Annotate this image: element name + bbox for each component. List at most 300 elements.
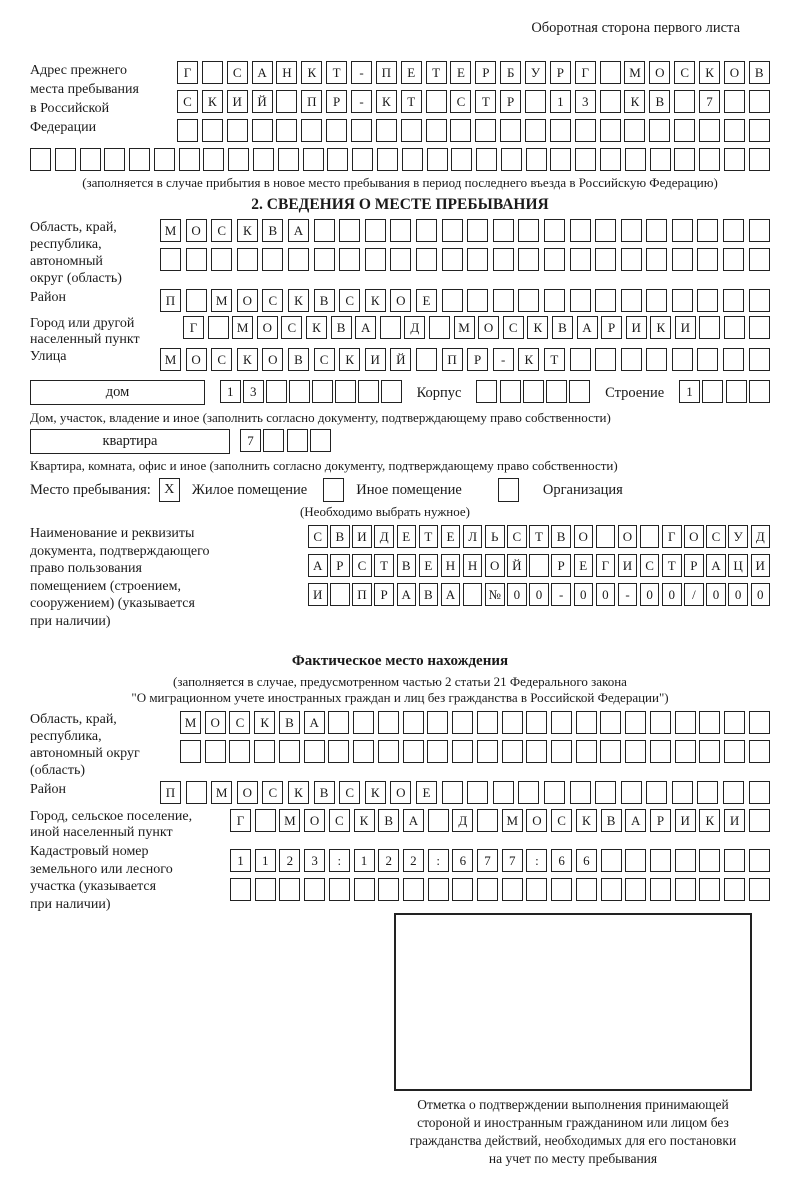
char-cell[interactable]: О: [304, 809, 325, 832]
char-cell[interactable]: [672, 248, 693, 271]
char-cell[interactable]: [675, 740, 696, 763]
char-cell[interactable]: 1: [354, 849, 375, 872]
char-cell[interactable]: [576, 711, 597, 734]
char-cell[interactable]: С: [281, 316, 302, 339]
char-cell[interactable]: О: [262, 348, 283, 371]
char-cell[interactable]: 0: [728, 583, 748, 606]
char-cell[interactable]: [749, 119, 770, 142]
char-cell[interactable]: [442, 781, 463, 804]
char-cell[interactable]: В: [601, 809, 622, 832]
char-cell[interactable]: 0: [507, 583, 527, 606]
char-cell[interactable]: [278, 148, 299, 171]
char-cell[interactable]: С: [339, 781, 360, 804]
char-cell[interactable]: [129, 148, 150, 171]
stay-residential-checkbox[interactable]: X: [159, 478, 180, 502]
char-cell[interactable]: [354, 878, 375, 901]
char-cell[interactable]: [279, 878, 300, 901]
char-cell[interactable]: С: [551, 809, 572, 832]
char-cell[interactable]: Р: [467, 348, 488, 371]
char-cell[interactable]: К: [518, 348, 539, 371]
char-cell[interactable]: [452, 878, 473, 901]
char-cell[interactable]: [646, 348, 667, 371]
char-cell[interactable]: [723, 348, 744, 371]
char-cell[interactable]: С: [262, 781, 283, 804]
char-cell[interactable]: [702, 380, 723, 403]
char-cell[interactable]: А: [577, 316, 598, 339]
char-cell[interactable]: [477, 711, 498, 734]
char-cell[interactable]: [227, 119, 248, 142]
char-cell[interactable]: [723, 248, 744, 271]
char-cell[interactable]: [104, 148, 125, 171]
char-cell[interactable]: [255, 809, 276, 832]
char-cell[interactable]: -: [551, 583, 571, 606]
char-cell[interactable]: [288, 248, 309, 271]
char-cell[interactable]: [749, 90, 770, 113]
char-cell[interactable]: [595, 219, 616, 242]
char-cell[interactable]: [570, 781, 591, 804]
char-cell[interactable]: [525, 90, 546, 113]
char-cell[interactable]: [377, 148, 398, 171]
char-cell[interactable]: [724, 90, 745, 113]
char-cell[interactable]: [518, 219, 539, 242]
char-cell[interactable]: -: [351, 90, 372, 113]
char-cell[interactable]: [749, 809, 770, 832]
char-cell[interactable]: [314, 219, 335, 242]
char-cell[interactable]: [749, 740, 770, 763]
char-cell[interactable]: К: [576, 809, 597, 832]
char-cell[interactable]: 6: [452, 849, 473, 872]
char-cell[interactable]: [476, 380, 497, 403]
char-cell[interactable]: М: [211, 781, 232, 804]
char-cell[interactable]: [378, 740, 399, 763]
char-cell[interactable]: У: [728, 525, 748, 548]
char-cell[interactable]: И: [365, 348, 386, 371]
char-cell[interactable]: М: [454, 316, 475, 339]
char-cell[interactable]: [544, 289, 565, 312]
char-cell[interactable]: [351, 119, 372, 142]
char-cell[interactable]: [550, 119, 571, 142]
char-cell[interactable]: [625, 740, 646, 763]
char-cell[interactable]: [526, 711, 547, 734]
char-cell[interactable]: [601, 878, 622, 901]
char-cell[interactable]: [570, 248, 591, 271]
char-cell[interactable]: Р: [601, 316, 622, 339]
char-cell[interactable]: Р: [475, 61, 496, 84]
char-cell[interactable]: Г: [596, 554, 616, 577]
char-cell[interactable]: [327, 148, 348, 171]
char-cell[interactable]: [502, 711, 523, 734]
char-cell[interactable]: К: [650, 316, 671, 339]
char-cell[interactable]: В: [330, 525, 350, 548]
stay-organization-checkbox[interactable]: [498, 478, 519, 502]
char-cell[interactable]: [749, 316, 770, 339]
char-cell[interactable]: В: [551, 525, 571, 548]
char-cell[interactable]: [429, 316, 450, 339]
char-cell[interactable]: Т: [529, 525, 549, 548]
char-cell[interactable]: [674, 148, 695, 171]
char-cell[interactable]: С: [308, 525, 328, 548]
char-cell[interactable]: 0: [596, 583, 616, 606]
char-cell[interactable]: [276, 90, 297, 113]
char-cell[interactable]: 1: [550, 90, 571, 113]
char-cell[interactable]: [650, 711, 671, 734]
char-cell[interactable]: К: [254, 711, 275, 734]
char-cell[interactable]: К: [306, 316, 327, 339]
char-cell[interactable]: [624, 119, 645, 142]
house-type-box[interactable]: дом: [30, 380, 205, 405]
char-cell[interactable]: К: [365, 781, 386, 804]
char-cell[interactable]: [186, 248, 207, 271]
char-cell[interactable]: М: [180, 711, 201, 734]
char-cell[interactable]: [493, 781, 514, 804]
char-cell[interactable]: М: [160, 348, 181, 371]
char-cell[interactable]: [160, 248, 181, 271]
char-cell[interactable]: [518, 248, 539, 271]
char-cell[interactable]: [203, 148, 224, 171]
char-cell[interactable]: 2: [279, 849, 300, 872]
char-cell[interactable]: [452, 711, 473, 734]
char-cell[interactable]: [402, 148, 423, 171]
char-cell[interactable]: [502, 740, 523, 763]
char-cell[interactable]: [390, 219, 411, 242]
char-cell[interactable]: В: [552, 316, 573, 339]
char-cell[interactable]: К: [288, 781, 309, 804]
char-cell[interactable]: С: [503, 316, 524, 339]
char-cell[interactable]: [467, 289, 488, 312]
char-cell[interactable]: А: [706, 554, 726, 577]
char-cell[interactable]: [621, 348, 642, 371]
char-cell[interactable]: [263, 429, 284, 452]
char-cell[interactable]: [646, 289, 667, 312]
char-cell[interactable]: [621, 289, 642, 312]
char-cell[interactable]: [646, 781, 667, 804]
char-cell[interactable]: [403, 711, 424, 734]
char-cell[interactable]: [699, 849, 720, 872]
char-cell[interactable]: [477, 740, 498, 763]
char-cell[interactable]: В: [288, 348, 309, 371]
char-cell[interactable]: [335, 380, 356, 403]
char-cell[interactable]: В: [331, 316, 352, 339]
char-cell[interactable]: [500, 119, 521, 142]
char-cell[interactable]: [625, 849, 646, 872]
char-cell[interactable]: К: [527, 316, 548, 339]
char-cell[interactable]: [724, 119, 745, 142]
char-cell[interactable]: [180, 740, 201, 763]
char-cell[interactable]: [428, 878, 449, 901]
char-cell[interactable]: 7: [477, 849, 498, 872]
char-cell[interactable]: [724, 148, 745, 171]
char-cell[interactable]: [380, 316, 401, 339]
char-cell[interactable]: И: [227, 90, 248, 113]
char-cell[interactable]: [477, 878, 498, 901]
char-cell[interactable]: [326, 119, 347, 142]
char-cell[interactable]: [674, 90, 695, 113]
char-cell[interactable]: Г: [662, 525, 682, 548]
char-cell[interactable]: [403, 878, 424, 901]
char-cell[interactable]: Д: [374, 525, 394, 548]
char-cell[interactable]: О: [478, 316, 499, 339]
char-cell[interactable]: Л: [463, 525, 483, 548]
char-cell[interactable]: Ц: [728, 554, 748, 577]
char-cell[interactable]: [451, 148, 472, 171]
char-cell[interactable]: [570, 348, 591, 371]
char-cell[interactable]: [328, 740, 349, 763]
char-cell[interactable]: 0: [706, 583, 726, 606]
char-cell[interactable]: В: [397, 554, 417, 577]
char-cell[interactable]: [390, 248, 411, 271]
char-cell[interactable]: 3: [304, 849, 325, 872]
apartment-type-box[interactable]: квартира: [30, 429, 230, 454]
char-cell[interactable]: 0: [529, 583, 549, 606]
char-cell[interactable]: Т: [662, 554, 682, 577]
char-cell[interactable]: 1: [679, 380, 700, 403]
char-cell[interactable]: [378, 878, 399, 901]
char-cell[interactable]: Е: [416, 289, 437, 312]
char-cell[interactable]: С: [314, 348, 335, 371]
char-cell[interactable]: Д: [751, 525, 771, 548]
char-cell[interactable]: [699, 316, 720, 339]
char-cell[interactable]: Т: [426, 61, 447, 84]
char-cell[interactable]: М: [624, 61, 645, 84]
char-cell[interactable]: [672, 219, 693, 242]
char-cell[interactable]: [202, 61, 223, 84]
char-cell[interactable]: [237, 248, 258, 271]
char-cell[interactable]: О: [574, 525, 594, 548]
char-cell[interactable]: М: [502, 809, 523, 832]
char-cell[interactable]: В: [279, 711, 300, 734]
char-cell[interactable]: [378, 711, 399, 734]
char-cell[interactable]: Е: [441, 525, 461, 548]
char-cell[interactable]: [600, 90, 621, 113]
char-cell[interactable]: [551, 878, 572, 901]
char-cell[interactable]: А: [308, 554, 328, 577]
char-cell[interactable]: С: [450, 90, 471, 113]
char-cell[interactable]: [304, 740, 325, 763]
char-cell[interactable]: [601, 849, 622, 872]
char-cell[interactable]: [177, 119, 198, 142]
char-cell[interactable]: [699, 119, 720, 142]
char-cell[interactable]: [289, 380, 310, 403]
char-cell[interactable]: Т: [326, 61, 347, 84]
char-cell[interactable]: Д: [452, 809, 473, 832]
char-cell[interactable]: П: [352, 583, 372, 606]
char-cell[interactable]: [749, 878, 770, 901]
char-cell[interactable]: [724, 711, 745, 734]
char-cell[interactable]: [749, 348, 770, 371]
char-cell[interactable]: [452, 740, 473, 763]
char-cell[interactable]: [477, 809, 498, 832]
char-cell[interactable]: [699, 740, 720, 763]
char-cell[interactable]: П: [376, 61, 397, 84]
char-cell[interactable]: [427, 711, 448, 734]
char-cell[interactable]: [724, 740, 745, 763]
char-cell[interactable]: [401, 119, 422, 142]
char-cell[interactable]: [749, 849, 770, 872]
char-cell[interactable]: В: [649, 90, 670, 113]
char-cell[interactable]: У: [525, 61, 546, 84]
char-cell[interactable]: [544, 781, 565, 804]
char-cell[interactable]: К: [339, 348, 360, 371]
char-cell[interactable]: [699, 878, 720, 901]
char-cell[interactable]: Ь: [485, 525, 505, 548]
char-cell[interactable]: [699, 148, 720, 171]
char-cell[interactable]: /: [684, 583, 704, 606]
char-cell[interactable]: [211, 248, 232, 271]
char-cell[interactable]: С: [211, 219, 232, 242]
char-cell[interactable]: 6: [576, 849, 597, 872]
char-cell[interactable]: [353, 740, 374, 763]
char-cell[interactable]: [328, 711, 349, 734]
char-cell[interactable]: В: [314, 289, 335, 312]
char-cell[interactable]: [493, 248, 514, 271]
char-cell[interactable]: [493, 289, 514, 312]
char-cell[interactable]: Е: [416, 781, 437, 804]
char-cell[interactable]: О: [390, 289, 411, 312]
char-cell[interactable]: 0: [574, 583, 594, 606]
char-cell[interactable]: К: [699, 61, 720, 84]
char-cell[interactable]: Е: [419, 554, 439, 577]
char-cell[interactable]: -: [493, 348, 514, 371]
char-cell[interactable]: [523, 380, 544, 403]
char-cell[interactable]: [476, 148, 497, 171]
char-cell[interactable]: [576, 740, 597, 763]
char-cell[interactable]: [650, 878, 671, 901]
char-cell[interactable]: [463, 583, 483, 606]
char-cell[interactable]: [442, 219, 463, 242]
char-cell[interactable]: Г: [230, 809, 251, 832]
char-cell[interactable]: [749, 248, 770, 271]
char-cell[interactable]: :: [428, 849, 449, 872]
char-cell[interactable]: [625, 711, 646, 734]
char-cell[interactable]: Р: [684, 554, 704, 577]
char-cell[interactable]: А: [397, 583, 417, 606]
char-cell[interactable]: К: [365, 289, 386, 312]
char-cell[interactable]: [301, 119, 322, 142]
char-cell[interactable]: [330, 583, 350, 606]
char-cell[interactable]: [672, 781, 693, 804]
char-cell[interactable]: [625, 878, 646, 901]
char-cell[interactable]: [230, 878, 251, 901]
char-cell[interactable]: О: [257, 316, 278, 339]
char-cell[interactable]: [551, 711, 572, 734]
char-cell[interactable]: [595, 248, 616, 271]
char-cell[interactable]: [314, 248, 335, 271]
char-cell[interactable]: [416, 248, 437, 271]
char-cell[interactable]: [416, 348, 437, 371]
char-cell[interactable]: [416, 219, 437, 242]
char-cell[interactable]: [697, 289, 718, 312]
char-cell[interactable]: [179, 148, 200, 171]
char-cell[interactable]: [625, 148, 646, 171]
char-cell[interactable]: 7: [240, 429, 261, 452]
char-cell[interactable]: А: [625, 809, 646, 832]
char-cell[interactable]: [697, 348, 718, 371]
char-cell[interactable]: [529, 554, 549, 577]
char-cell[interactable]: [467, 248, 488, 271]
char-cell[interactable]: [596, 525, 616, 548]
char-cell[interactable]: [724, 849, 745, 872]
char-cell[interactable]: В: [749, 61, 770, 84]
char-cell[interactable]: [475, 119, 496, 142]
char-cell[interactable]: [674, 119, 695, 142]
char-cell[interactable]: О: [724, 61, 745, 84]
char-cell[interactable]: [252, 119, 273, 142]
char-cell[interactable]: :: [526, 849, 547, 872]
char-cell[interactable]: Г: [575, 61, 596, 84]
char-cell[interactable]: 6: [551, 849, 572, 872]
char-cell[interactable]: [726, 380, 747, 403]
char-cell[interactable]: О: [684, 525, 704, 548]
char-cell[interactable]: [569, 380, 590, 403]
char-cell[interactable]: [526, 148, 547, 171]
char-cell[interactable]: Т: [544, 348, 565, 371]
char-cell[interactable]: И: [308, 583, 328, 606]
char-cell[interactable]: О: [485, 554, 505, 577]
char-cell[interactable]: В: [378, 809, 399, 832]
char-cell[interactable]: [650, 740, 671, 763]
char-cell[interactable]: [576, 878, 597, 901]
char-cell[interactable]: [621, 781, 642, 804]
char-cell[interactable]: [255, 878, 276, 901]
char-cell[interactable]: [154, 148, 175, 171]
char-cell[interactable]: [697, 219, 718, 242]
char-cell[interactable]: [723, 289, 744, 312]
char-cell[interactable]: Т: [419, 525, 439, 548]
char-cell[interactable]: [697, 248, 718, 271]
char-cell[interactable]: 0: [751, 583, 771, 606]
char-cell[interactable]: Р: [650, 809, 671, 832]
char-cell[interactable]: [80, 148, 101, 171]
char-cell[interactable]: [675, 711, 696, 734]
char-cell[interactable]: [427, 148, 448, 171]
char-cell[interactable]: [646, 248, 667, 271]
char-cell[interactable]: [526, 740, 547, 763]
char-cell[interactable]: И: [675, 809, 696, 832]
char-cell[interactable]: [353, 711, 374, 734]
char-cell[interactable]: К: [237, 219, 258, 242]
char-cell[interactable]: И: [626, 316, 647, 339]
char-cell[interactable]: О: [205, 711, 226, 734]
char-cell[interactable]: Й: [507, 554, 527, 577]
char-cell[interactable]: [450, 119, 471, 142]
char-cell[interactable]: [253, 148, 274, 171]
char-cell[interactable]: [699, 711, 720, 734]
char-cell[interactable]: [570, 219, 591, 242]
char-cell[interactable]: 3: [243, 380, 264, 403]
char-cell[interactable]: [287, 429, 308, 452]
char-cell[interactable]: Й: [252, 90, 273, 113]
char-cell[interactable]: С: [640, 554, 660, 577]
char-cell[interactable]: С: [352, 554, 372, 577]
char-cell[interactable]: К: [354, 809, 375, 832]
char-cell[interactable]: [303, 148, 324, 171]
char-cell[interactable]: -: [351, 61, 372, 84]
char-cell[interactable]: П: [160, 781, 181, 804]
char-cell[interactable]: М: [211, 289, 232, 312]
char-cell[interactable]: [600, 61, 621, 84]
char-cell[interactable]: К: [301, 61, 322, 84]
char-cell[interactable]: П: [301, 90, 322, 113]
char-cell[interactable]: [575, 119, 596, 142]
char-cell[interactable]: [426, 119, 447, 142]
char-cell[interactable]: [352, 148, 373, 171]
char-cell[interactable]: И: [675, 316, 696, 339]
char-cell[interactable]: [442, 248, 463, 271]
char-cell[interactable]: К: [624, 90, 645, 113]
char-cell[interactable]: [723, 219, 744, 242]
char-cell[interactable]: [376, 119, 397, 142]
char-cell[interactable]: [365, 219, 386, 242]
